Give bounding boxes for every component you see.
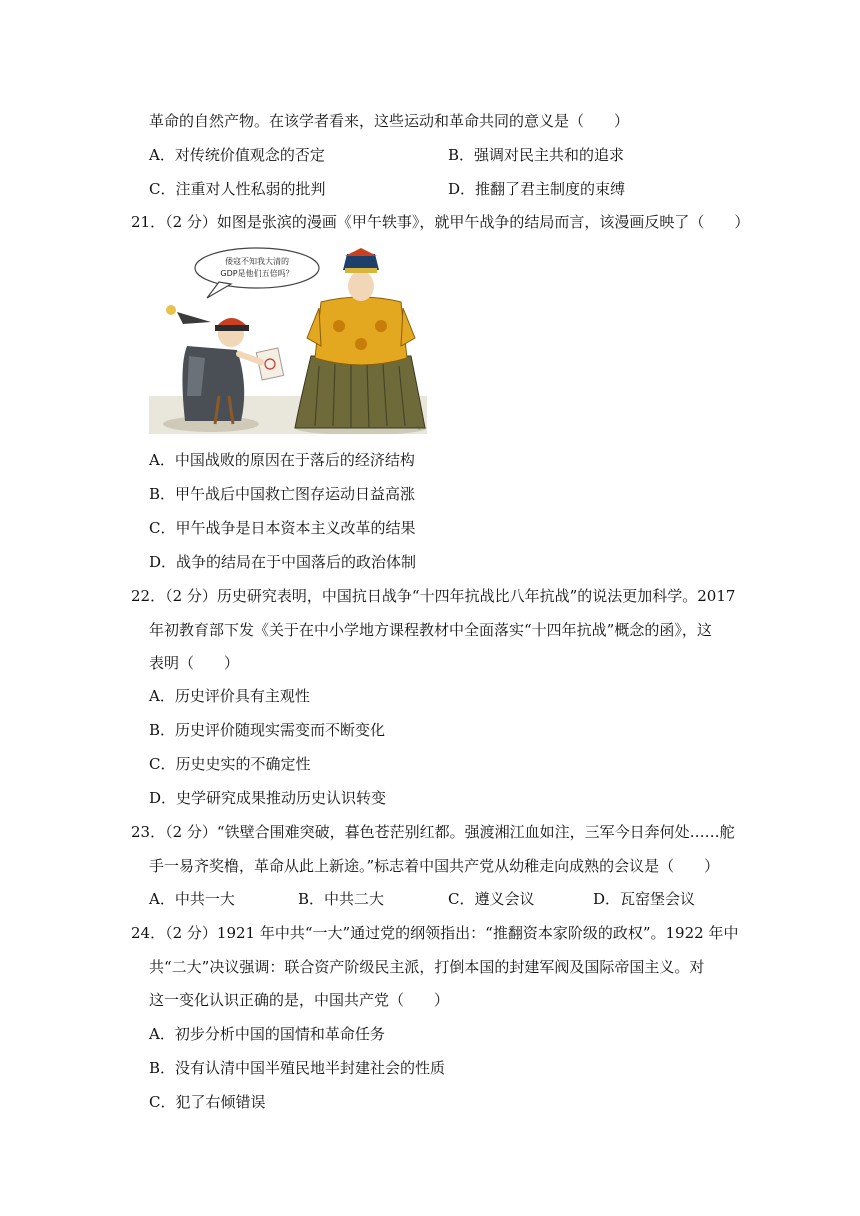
bubble-text-line1: 倭寇不知我大清的 <box>225 257 289 266</box>
q20-option-d: D．推翻了君主制度的束缚 <box>448 180 626 198</box>
q24-option-a: A．初步分析中国的国情和革命任务 <box>149 1025 385 1043</box>
q24-stem-line3: 这一变化认识正确的是，中国共产党（ ） <box>149 991 450 1009</box>
q20-stem-tail: 革命的自然产物。在该学者看来，这些运动和革命共同的意义是（ ） <box>149 112 630 130</box>
q22-stem-line2: 年初教育部下发《关于在中小学地方课程教材中全面落实“十四年抗战”概念的函》，这 <box>149 621 712 639</box>
q22-option-a: A．历史评价具有主观性 <box>149 687 310 705</box>
q24-option-b: B．没有认清中国半殖民地半封建社会的性质 <box>149 1059 446 1077</box>
q24-option-c: C．犯了右倾错误 <box>149 1093 266 1111</box>
q22-option-c: C．历史史实的不确定性 <box>149 755 311 773</box>
q22-stem-line1: 22．（2 分）历史研究表明，中国抗日战争“十四年抗战比八年抗战”的说法更加科学。2017 <box>131 587 736 605</box>
q22-option-d: D．史学研究成果推动历史认识转变 <box>149 789 387 807</box>
q21-stem: 21．（2 分）如图是张滨的漫画《甲午轶事》，就甲午战争的结局而言，该漫画反映了（ ） <box>131 213 750 231</box>
q23-option-b: B．中共二大 <box>298 890 385 908</box>
q22-option-b: B．历史评价随现实需变而不断变化 <box>149 721 386 739</box>
q20-option-a: A．对传统价值观念的否定 <box>149 146 325 164</box>
q23-stem-line2: 手一易齐奖橹，革命从此上新途。”标志着中国共产党从幼稚走向成熟的会议是（ ） <box>149 857 720 875</box>
q23-option-d: D．瓦窑堡会议 <box>593 890 696 908</box>
cartoon-signature: ✎ <box>415 425 421 432</box>
q23-option-a: A．中共一大 <box>149 890 235 908</box>
cartoon-illustration <box>149 246 427 434</box>
q24-stem-line2: 共“二大”决议强调：联合资产阶级民主派，打倒本国的封建军阀及国际帝国主义。对 <box>149 958 705 976</box>
q23-stem-line1: 23．（2 分）“铁壁合围难突破，暮色苍茫别红都。强渡湘江血如注，三军今日奔何处……舵 <box>131 823 735 841</box>
q21-option-d: D．战争的结局在于中国落后的政治体制 <box>149 553 417 571</box>
q20-option-b: B．强调对民主共和的追求 <box>448 146 625 164</box>
q22-stem-line3: 表明（ ） <box>149 654 240 672</box>
q24-stem-line1: 24．（2 分）1921 年中共“一大”通过党的纲领指出：“推翻资本家阶级的政权”。1922 年中 <box>131 924 739 942</box>
q21-option-a: A．中国战败的原因在于落后的经济结构 <box>149 451 415 469</box>
q21-option-b: B．甲午战后中国救亡图存运动日益高涨 <box>149 485 416 503</box>
bubble-text-line2: GDP是他们五倍吗？ <box>220 269 294 278</box>
q20-option-c: C．注重对人性私弱的批判 <box>149 180 326 198</box>
q23-option-c: C．遵义会议 <box>448 890 535 908</box>
q21-option-c: C．甲午战争是日本资本主义改革的结果 <box>149 519 416 537</box>
cartoon-jiawu-anecdote <box>149 246 427 434</box>
